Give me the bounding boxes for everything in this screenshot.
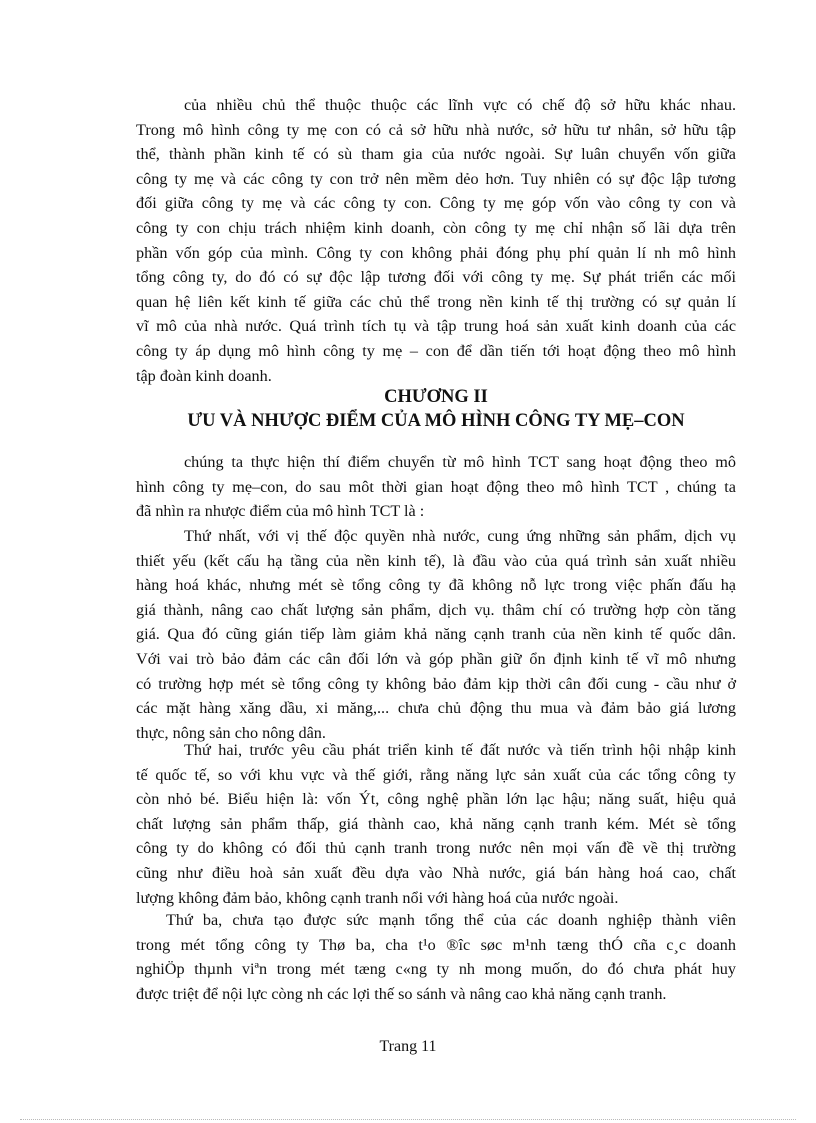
chapter-number: CHƯƠNG II — [384, 387, 488, 407]
paragraph-second-point — [136, 738, 736, 910]
paragraph-intro — [136, 93, 736, 388]
text-line: Với vai trò bảo đảm các cân đối lớn và góp phần giữ ổn định kinh tế vĩ mô nhưng — [136, 649, 736, 668]
text-line: giá thành, nâng cao chất lượng sản phẩm, dịch vụ. thâm chí có trường hợp còn tăng — [136, 600, 736, 619]
text-line: hình công ty mẹ–con, do sau môt thời gian hoạt động theo mô hình TCT , chúng ta — [136, 477, 736, 496]
text-line: giá. Qua đó cũng gián tiếp làm giảm khả năng cạnh tranh của nền kinh tế quốc dân. — [136, 625, 736, 644]
paragraph-first-point — [136, 524, 736, 745]
text-line: tổng công ty, do đó có sự độc lập tương đối với công ty mẹ. Sự phát triển các mối — [136, 268, 736, 287]
text-line: Thứ hai, trước yêu cầu phát triển kinh tế đất nước và tiến trình hội nhập kinh — [184, 741, 736, 759]
text-line: Thứ ba, chưa tạo được sức mạnh tổng thể của các doanh nghiệp thành viên — [166, 911, 736, 929]
text-line: trong mét tổng công ty Thø ba, cha t¹o ®îc søc m¹nh tæng thÓ cña c¸c doanh — [136, 935, 736, 954]
text-line: tập đoàn kinh doanh. — [136, 366, 272, 385]
text-line: đối giữa công ty mẹ và các công ty con. Công ty mẹ góp vốn vào công ty con và — [136, 194, 736, 213]
text-line: các mặt hàng xăng dầu, xi măng,... chưa chủ động thu mua và đảm bảo giá lương — [136, 699, 736, 718]
page-number: Trang 11 — [379, 1038, 437, 1055]
text-line: quan hệ liên kết kinh tế giữa các chủ thể trong nền kinh tế thị trường có sự quản lí — [136, 292, 736, 311]
text-line: phần vốn góp của mình. Công ty con không phải đóng phụ phí quản lí nh mô hình — [136, 243, 736, 262]
text-line: lượng không đảm bảo, không cạnh tranh nổi với hàng hoá của nước ngoài. — [136, 888, 619, 907]
text-line: công ty áp dụng mô hình công ty mẹ – con để dần tiến tới hoạt động theo mô hình — [136, 341, 736, 360]
text-line: Trong mô hình công ty mẹ con có cả sở hữu nhà nước, sở hữu tư nhân, sở hữu tập — [136, 120, 736, 139]
text-line: của nhiều chủ thể thuộc thuộc các lĩnh vực có chế độ sở hữu khác nhau. — [184, 96, 736, 114]
text-line: vĩ mô của nhà nước. Quá trình tích tụ và tập trung hoá sản xuất kinh doanh của các — [136, 317, 736, 336]
text-line: được triệt để nội lực còng nh các lợi thế so sánh và nâng cao khả năng cạnh tranh. — [136, 984, 667, 1003]
text-line: hàng hoá khác, nhưng mét sè tổng công ty đã không nỗ lực trong việc phấn đấu hạ — [136, 576, 736, 595]
page-bottom-divider — [20, 1119, 796, 1120]
text-line: công ty do không có đối thủ cạnh tranh trong nước nên mọi vấn đề về thị trường — [136, 839, 736, 858]
text-line: chất lượng sản phẩm thấp, giá thành cao, khả năng cạnh tranh kém. Mét sè tổng — [136, 814, 736, 833]
paragraph-third-point — [136, 908, 736, 1006]
text-line: còn nhỏ bé. Biểu hiện là: vốn Ýt, công nghệ phần lớn lạc hậu; năng suất, hiệu quả — [136, 790, 736, 809]
chapter-title: ƯU VÀ NHƯỢC ĐIỂM CỦA MÔ HÌNH CÔNG TY MẸ–CON — [187, 411, 685, 431]
text-line: nghiÖp thµnh viªn trong mét tæng c«ng ty nh mong muốn, do đó chưa phát huy — [136, 960, 736, 979]
text-line: tế quốc tế, so với khu vực và thế giới, rằng năng lực sản xuất của các tổng công ty — [136, 765, 736, 784]
text-line: có trường hợp mét sè tổng công ty không bảo đảm kịp thời cân đối cung - cầu như ở — [136, 674, 736, 693]
text-line: thiết yếu (kết cấu hạ tầng của nền kinh tế), là đầu vào của quá trình sản xuất nhiều — [136, 551, 736, 570]
text-line: công ty mẹ và các công ty con trở nên mềm dẻo hơn. Tuy nhiên có sự độc lập tương — [136, 169, 736, 188]
text-line: cũng như điều hoà sản xuất đều dựa vào Nhà nước, giá bán hàng hoá cao, chất — [136, 863, 736, 882]
paragraph-lead — [136, 450, 736, 524]
text-line: thể, thành phần kinh tế có sù tham gia của nước ngoài. Sự luân chuyển vốn giữa — [136, 145, 736, 164]
text-line: công ty con chịu trách nhiệm kinh doanh, còn công ty mẹ chỉ nhận số lãi dựa trên — [136, 218, 736, 237]
text-line: đã nhìn ra nhược điểm của mô hình TCT là : — [136, 502, 425, 521]
text-line: thực, nông sản cho nông dân. — [136, 723, 326, 742]
text-line: chúng ta thực hiện thí điểm chuyển từ mô hình TCT sang hoạt động theo mô — [184, 453, 736, 471]
text-line: Thứ nhất, với vị thế độc quyền nhà nước, cung ứng những sản phẩm, dịch vụ — [184, 527, 736, 545]
